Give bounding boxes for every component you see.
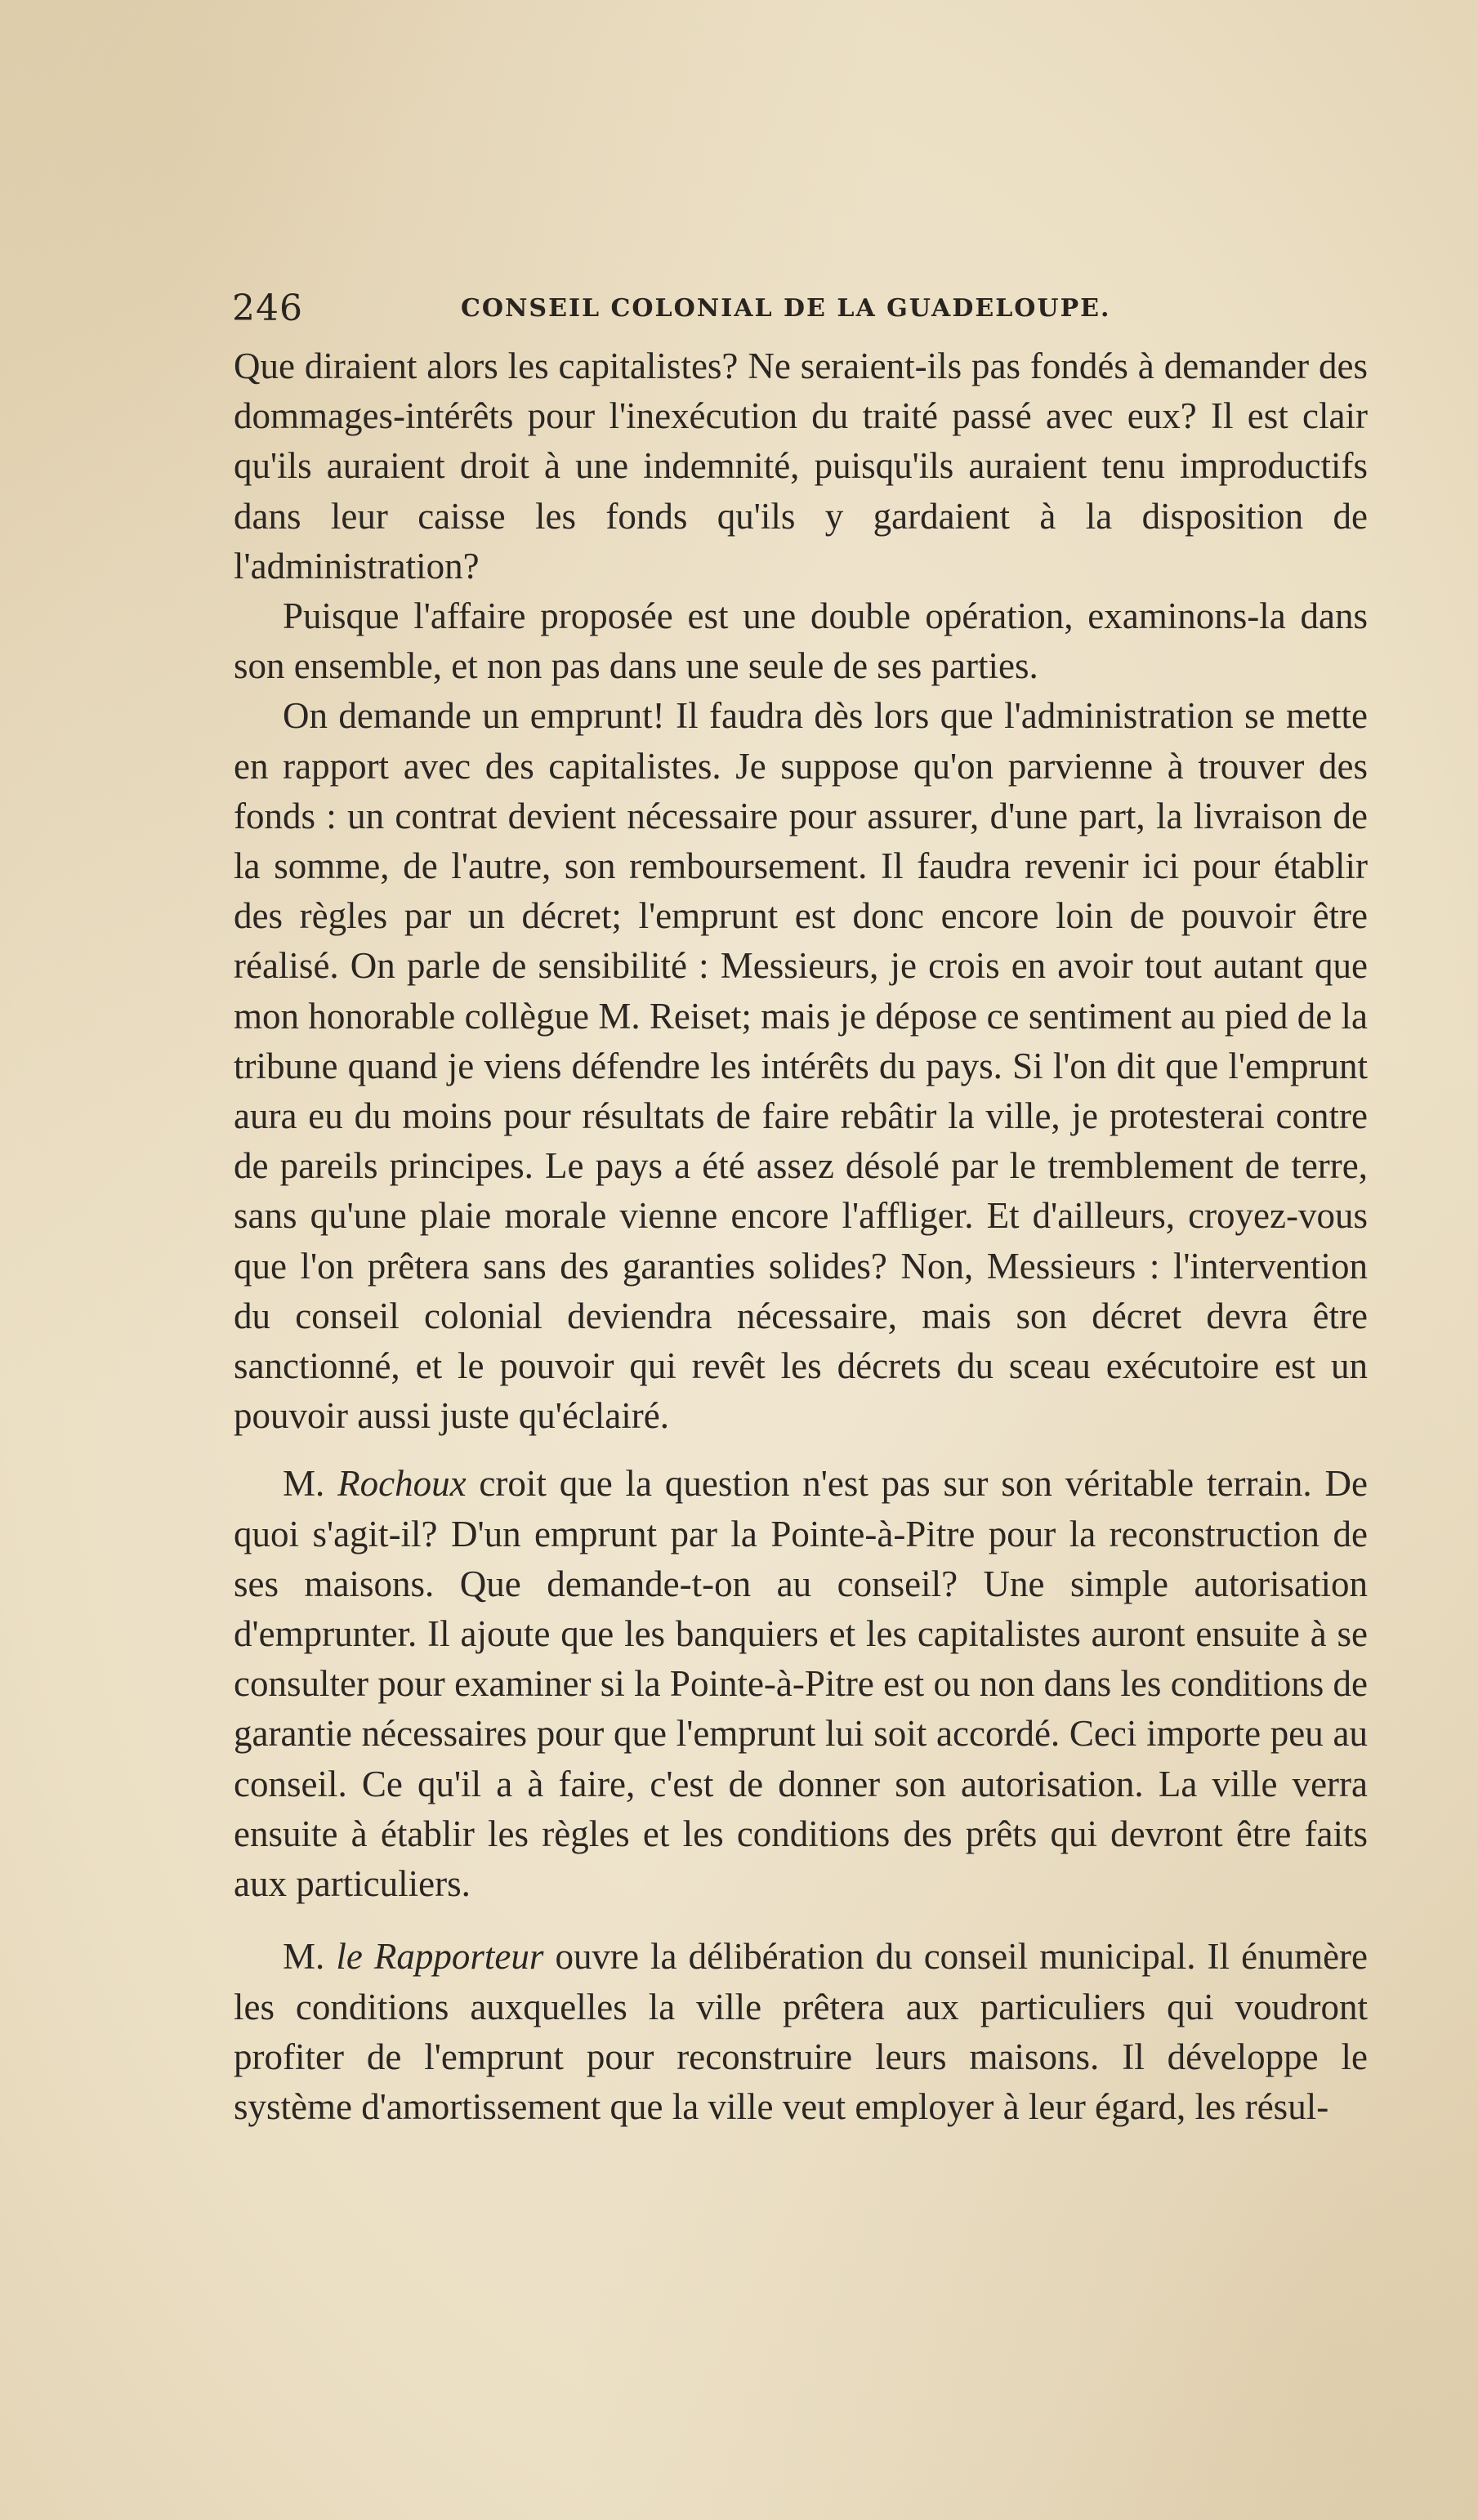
speaker-name-rapporteur: le Rapporteur	[336, 1936, 544, 1978]
body-text	[234, 341, 1368, 2132]
speaker-prefix: M.	[283, 1463, 338, 1505]
paragraph-5	[234, 1932, 1368, 2132]
paragraph-3: On demande un emprunt! Il faudra dès lors que l'administration se mette en rapport avec des capitalistes. Je suppose qu'on parvienne à trouver des fonds : un contrat devient nécessaire pour assurer, d'une part, la livraison de la somme, de l'autre, son remboursement. Il faudra revenir ici pour établir des règles par un décret; l'emprunt est donc encore loin de pouvoir être réalisé. On parle de sensibilité : Messieurs, je crois en avoir tout autant que mon honorable collègue M. Reiset; mais je dépose ce sentiment au pied de la tribune quand je viens défendre les intérêts du pays. Si l'on dit que l'emprunt aura eu du moins pour résultats de faire rebâtir la ville, je protesterai contre de pareils principes. Le pays a été assez désolé par le tremblement de terre, sans qu'une plaie morale vienne encore l'affliger. Et d'ailleurs, croyez-vous que l'on prêtera sans des garanties solides? Non, Messieurs : l'intervention du conseil colonial deviendra nécessaire, mais son décret devra être sanctionné, et le pouvoir qui revêt les décrets du sceau exécutoire est un pouvoir aussi juste qu'éclairé.	[234, 695, 1368, 1437]
paragraph-4-text: croit que la question n'est pas sur son véritable terrain. De quoi s'agit-il? D'un emprunt par la Pointe-à-Pitre pour la reconstruction de ses maisons. Que demande-t-on au conseil? Une simple autorisation d'emprunter. Il ajoute que les banquiers et les capitalistes auront ensuite à se consulter pour examiner si la Pointe-à-Pitre est ou non dans les conditions de garantie nécessaires pour que l'emprunt lui soit accordé. Ceci importe peu au conseil. Ce qu'il a à faire, c'est de donner son autorisation. La ville verra ensuite à établir les règles et les conditions des prêts qui devront être faits aux particuliers.	[234, 1463, 1368, 1905]
speaker-name-rochoux: Rochoux	[337, 1463, 467, 1505]
running-head: CONSEIL COLONIAL DE LA GUADELOUPE.	[461, 294, 1111, 323]
page-header	[232, 288, 1368, 337]
paragraph-4	[234, 1459, 1368, 1909]
paragraph-1: Que diraient alors les capitalistes? Ne seraient-ils pas fondés à demander des dommages-intérêts pour l'inexécution du traité passé avec eux? Il est clair qu'ils auraient droit à une indemnité, puisqu'ils auraient tenu improductifs dans leur caisse les fonds qu'ils y gardaient à la disposition de l'administration?	[234, 346, 1368, 587]
speaker-prefix: M.	[283, 1936, 337, 1978]
page-number: 246	[232, 288, 303, 329]
paragraph-2: Puisque l'affaire proposée est une double opération, examinons-la dans son ensemble, et non pas dans une seule de ses parties.	[234, 595, 1368, 687]
paragraph-5-text: ouvre la délibération du conseil municipal. Il énumère les conditions auxquelles la ville prêtera aux particuliers qui voudront profiter de l'emprunt pour reconstruire leurs maisons. Il développe le système d'amortissement que la ville veut employer à leur égard, les résul-	[234, 1936, 1369, 2127]
